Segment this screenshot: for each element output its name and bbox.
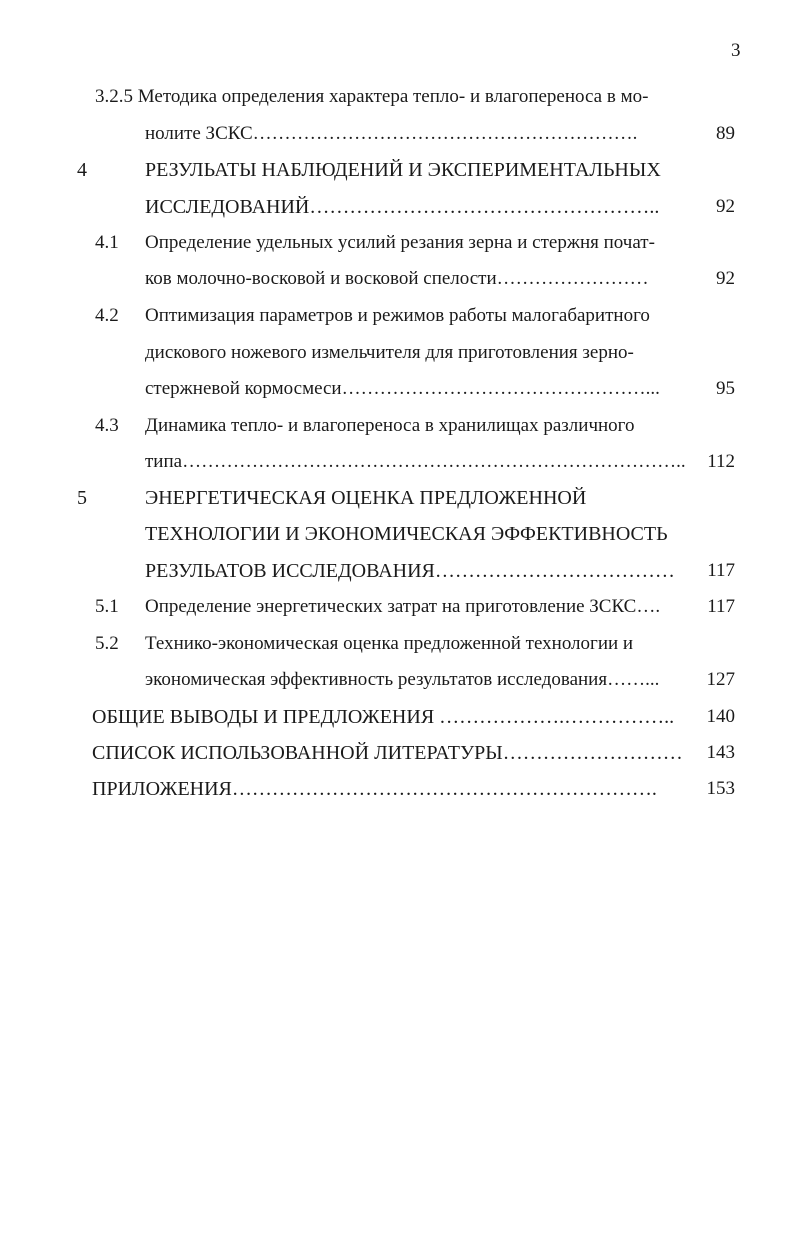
toc-chapter-4-page: 92 [716,196,735,217]
toc-3-2-5-page: 89 [716,123,735,144]
toc-4-3-title-line2[interactable]: типа…………………………………………………………………….. [145,451,686,472]
toc-4-2-title-line3[interactable]: стержневой кормосмеси…………………………………………... [145,378,660,399]
toc-5-2-page: 127 [706,669,735,690]
toc-5-1-title-line1[interactable]: Определение энергетических затрат на приготовление ЗСКС…. [145,596,661,617]
toc-chapter-5-title-line3[interactable]: РЕЗУЛЬАТОВ ИССЛЕДОВАНИЯ……………………………… [145,560,675,582]
toc-4-2-page: 95 [716,378,735,399]
toc-4-1-title-line1[interactable]: Определение удельных усилий резания зерна и стержня почат- [145,232,655,253]
toc-references-page: 143 [706,742,735,763]
toc-chapter-4-title-line2[interactable]: ИССЛЕДОВАНИЙ…………………………………………….. [145,196,660,218]
toc-chapter-5-title-line2[interactable]: ТЕХНОЛОГИИ И ЭКОНОМИЧЕСКАЯ ЭФФЕКТИВНОСТЬ [145,523,668,545]
toc-5-2-title-line2[interactable]: экономическая эффективность результатов исследования……... [145,669,660,690]
toc-5-1-number: 5.1 [95,596,119,617]
page-number: 3 [731,40,741,61]
toc-4-3-number: 4.3 [95,415,119,436]
toc-chapter-4-title-line1[interactable]: РЕЗУЛЬАТЫ НАБЛЮДЕНИЙ И ЭКСПЕРИМЕНТАЛЬНЫХ [145,159,661,181]
toc-appendices-title[interactable]: ПРИЛОЖЕНИЯ………………………………………………………. [92,778,657,800]
toc-chapter-5-title-line1[interactable]: ЭНЕРГЕТИЧЕСКАЯ ОЦЕНКА ПРЕДЛОЖЕННОЙ [145,487,587,509]
toc-3-2-5-title-line2[interactable]: нолите ЗСКС……………………………………………………. [145,123,638,144]
toc-chapter-5-number: 5 [77,487,87,509]
toc-chapter-4-number: 4 [77,159,87,181]
toc-4-2-title-line2[interactable]: дискового ножевого измельчителя для приготовления зерно- [145,342,634,363]
toc-4-1-title-line2[interactable]: ков молочно-восковой и восковой спелости…………………… [145,268,649,289]
toc-conclusions-title[interactable]: ОБЩИЕ ВЫВОДЫ И ПРЕДЛОЖЕНИЯ ……………….…………….. [92,706,675,728]
toc-4-2-title-line1[interactable]: Оптимизация параметров и режимов работы малогабаритного [145,305,650,326]
toc-5-2-title-line1[interactable]: Технико-экономическая оценка предложенной технологии и [145,633,634,654]
toc-appendices-page: 153 [706,778,735,799]
toc-4-1-page: 92 [716,268,735,289]
toc-references-title[interactable]: СПИСОК ИСПОЛЬЗОВАННОЙ ЛИТЕРАТУРЫ……………………… [92,742,683,764]
toc-4-3-title-line1[interactable]: Динамика тепло- и влагопереноса в хранилищах различного [145,415,635,436]
toc-3-2-5-number: 3.2.5 [95,86,138,107]
toc-5-1-page: 117 [707,596,735,617]
toc-chapter-5-page: 117 [707,560,735,581]
toc-4-2-number: 4.2 [95,305,119,326]
toc-3-2-5-title-line1[interactable]: 3.2.5 Методика определения характера тепло- и влагопереноса в мо- [95,86,649,107]
toc-4-1-number: 4.1 [95,232,119,253]
toc-4-3-page: 112 [707,451,735,472]
toc-5-2-number: 5.2 [95,633,119,654]
toc-conclusions-page: 140 [706,706,735,727]
